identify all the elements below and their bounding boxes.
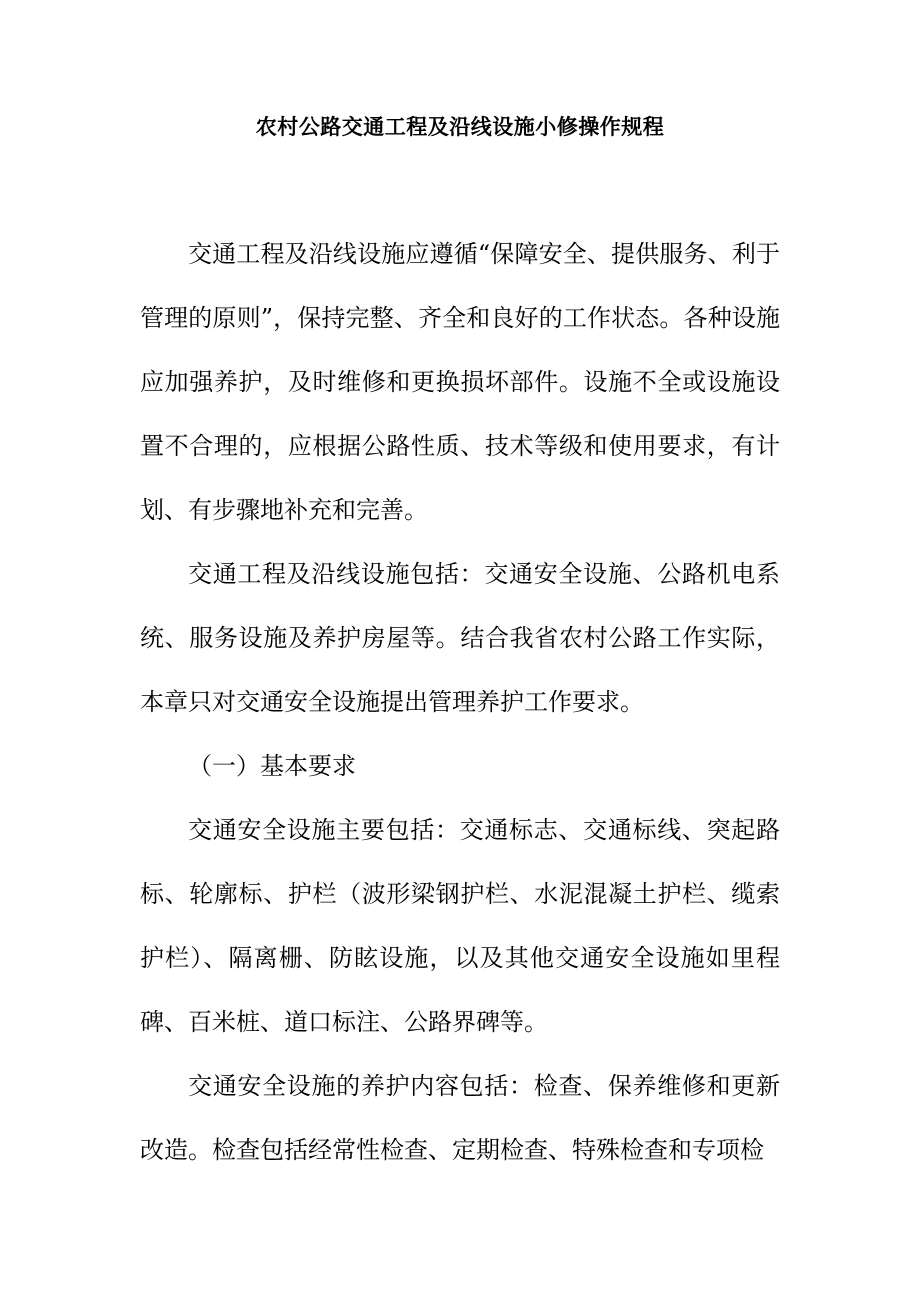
document-title: 农村公路交通工程及沿线设施小修操作规程 — [255, 115, 665, 139]
section-heading-basic-requirements: （一）基本要求 — [188, 752, 356, 780]
paragraph-maintenance-content: 交通安全设施的养护内容包括：检查、保养维修和更新改造。检查包括经常性检查、定期检查、特殊检查和专项检 — [140, 1072, 780, 1164]
paragraph-safety-facilities: 交通安全设施主要包括：交通标志、交通标线、突起路标、轮廓标、护栏（波形梁钢护栏、水泥混凝土护栏、缆索护栏）、隔离栅、防眩设施，以及其他交通安全设施如里程碑、百米桩、道口标注、公路界碑等。 — [140, 816, 780, 1036]
document-body — [140, 222, 780, 1182]
paragraph-facilities-scope: 交通工程及沿线设施包括：交通安全设施、公路机电系统、服务设施及养护房屋等。结合我省农村公路工作实际，本章只对交通安全设施提出管理养护工作要求。 — [140, 560, 780, 716]
paragraph-principles: 交通工程及沿线设施应遵循“保障安全、提供服务、利于管理的原则”，保持完整、齐全和良好的工作状态。各种设施应加强养护，及时维修和更换损坏部件。设施不全或设施设置不合理的，应根据公路性质、技术等级和使用要求，有计划、有步骤地补充和完善。 — [140, 240, 780, 524]
